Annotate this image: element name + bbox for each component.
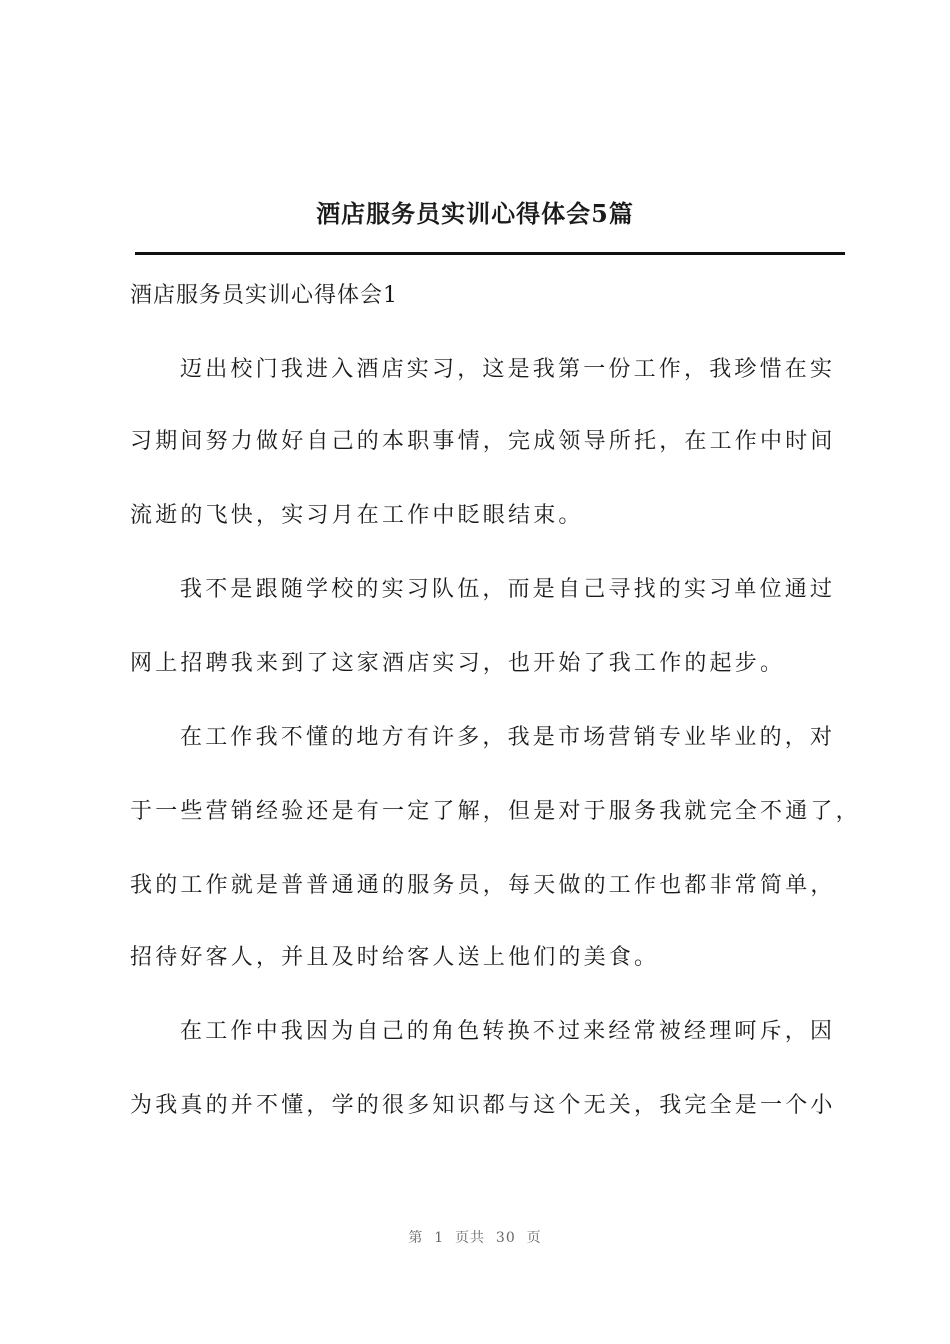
paragraph-line: 为我真的并不懂，学的很多知识都与这个无关，我完全是一个小: [130, 1093, 836, 1118]
document-title: 酒店服务员实训心得体会5篇: [316, 199, 634, 228]
page-number-footer: 第 1 页共 30 页: [408, 1230, 542, 1246]
paragraph-line: 在工作中我因为自己的角色转换不过来经常被经理呵斥，因: [180, 1019, 836, 1044]
paragraph-line: 迈出校门我进入酒店实习，这是我第一份工作，我珍惜在实: [180, 357, 836, 382]
paragraph-line: 我不是跟随学校的实习队伍，而是自己寻找的实习单位通过: [180, 577, 836, 602]
paragraph-line: 习期间努力做好自己的本职事情，完成领导所托，在工作中时间: [130, 429, 836, 454]
paragraph-line: 流逝的飞快，实习月在工作中眨眼结束。: [130, 503, 584, 528]
paragraph-line: 我的工作就是普普通通的服务员，每天做的工作也都非常简单，: [130, 873, 836, 898]
paragraph-line: 于一些营销经验还是有一定了解，但是对于服务我就完全不通了，: [130, 799, 861, 824]
paragraph-line: 网上招聘我来到了这家酒店实习，也开始了我工作的起步。: [130, 651, 786, 676]
title-divider: [135, 252, 845, 255]
paragraph-line: 招待好客人，并且及时给客人送上他们的美食。: [130, 945, 660, 970]
paragraph-line: 在工作我不懂的地方有许多，我是市场营销专业毕业的，对: [180, 725, 836, 750]
section-heading: 酒店服务员实训心得体会1: [130, 283, 398, 308]
